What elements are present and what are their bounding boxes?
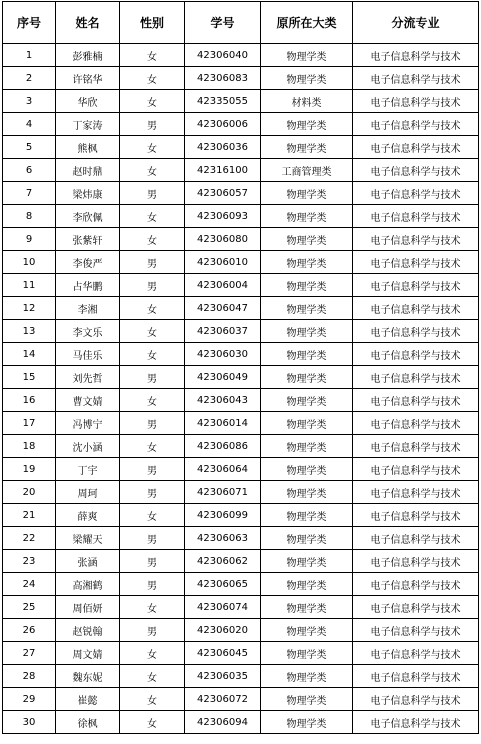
cell-gender: 女	[120, 343, 185, 366]
cell-assigned-major: 电子信息科学与技术	[353, 343, 479, 366]
cell-original-category: 物理学类	[261, 274, 353, 297]
cell-original-category: 物理学类	[261, 458, 353, 481]
cell-name: 李欣佩	[56, 205, 120, 228]
cell-gender: 男	[120, 274, 185, 297]
cell-student-id: 42306047	[185, 297, 261, 320]
cell-gender: 男	[120, 182, 185, 205]
cell-name: 赵时鼎	[56, 159, 120, 182]
cell-original-category: 物理学类	[261, 688, 353, 711]
table-row	[3, 504, 479, 527]
cell-assigned-major: 电子信息科学与技术	[353, 228, 479, 251]
cell-original-category: 物理学类	[261, 573, 353, 596]
cell-assigned-major: 电子信息科学与技术	[353, 665, 479, 688]
cell-original-category: 物理学类	[261, 251, 353, 274]
cell-index: 13	[3, 320, 56, 343]
cell-index: 24	[3, 573, 56, 596]
cell-name: 丁家涛	[56, 113, 120, 136]
header-row	[3, 2, 479, 44]
cell-student-id: 42306065	[185, 573, 261, 596]
cell-original-category: 物理学类	[261, 642, 353, 665]
cell-assigned-major: 电子信息科学与技术	[353, 688, 479, 711]
cell-name: 彭雅楠	[56, 44, 120, 67]
cell-assigned-major: 电子信息科学与技术	[353, 412, 479, 435]
table-row	[3, 550, 479, 573]
cell-assigned-major: 电子信息科学与技术	[353, 44, 479, 67]
cell-assigned-major: 电子信息科学与技术	[353, 573, 479, 596]
cell-assigned-major: 电子信息科学与技术	[353, 389, 479, 412]
cell-index: 8	[3, 205, 56, 228]
table-row	[3, 619, 479, 642]
cell-name: 曹文婧	[56, 389, 120, 412]
cell-original-category: 物理学类	[261, 481, 353, 504]
cell-assigned-major: 电子信息科学与技术	[353, 90, 479, 113]
cell-index: 6	[3, 159, 56, 182]
cell-index: 21	[3, 504, 56, 527]
cell-original-category: 物理学类	[261, 665, 353, 688]
cell-student-id: 42306004	[185, 274, 261, 297]
cell-index: 5	[3, 136, 56, 159]
cell-original-category: 物理学类	[261, 527, 353, 550]
cell-original-category: 物理学类	[261, 182, 353, 205]
cell-student-id: 42306014	[185, 412, 261, 435]
table-row	[3, 205, 479, 228]
cell-index: 17	[3, 412, 56, 435]
cell-name: 徐枫	[56, 711, 120, 734]
cell-student-id: 42306074	[185, 596, 261, 619]
cell-student-id: 42306030	[185, 343, 261, 366]
cell-original-category: 物理学类	[261, 44, 353, 67]
cell-name: 华欣	[56, 90, 120, 113]
cell-gender: 男	[120, 619, 185, 642]
cell-index: 30	[3, 711, 56, 734]
cell-name: 马佳乐	[56, 343, 120, 366]
header-name: 姓名	[56, 2, 120, 44]
cell-assigned-major: 电子信息科学与技术	[353, 67, 479, 90]
cell-gender: 男	[120, 573, 185, 596]
table-row	[3, 481, 479, 504]
table-row	[3, 527, 479, 550]
cell-assigned-major: 电子信息科学与技术	[353, 642, 479, 665]
cell-index: 10	[3, 251, 56, 274]
table-row	[3, 320, 479, 343]
header-gender: 性别	[120, 2, 185, 44]
cell-gender: 女	[120, 205, 185, 228]
cell-student-id: 42306049	[185, 366, 261, 389]
cell-index: 9	[3, 228, 56, 251]
cell-gender: 男	[120, 412, 185, 435]
cell-assigned-major: 电子信息科学与技术	[353, 366, 479, 389]
cell-gender: 女	[120, 297, 185, 320]
table-row	[3, 435, 479, 458]
cell-assigned-major: 电子信息科学与技术	[353, 113, 479, 136]
cell-gender: 男	[120, 527, 185, 550]
cell-student-id: 42306071	[185, 481, 261, 504]
cell-original-category: 物理学类	[261, 366, 353, 389]
cell-gender: 女	[120, 44, 185, 67]
table-row	[3, 182, 479, 205]
cell-name: 李俊严	[56, 251, 120, 274]
cell-index: 29	[3, 688, 56, 711]
cell-gender: 女	[120, 159, 185, 182]
cell-index: 4	[3, 113, 56, 136]
table-row	[3, 573, 479, 596]
table-row	[3, 711, 479, 734]
cell-assigned-major: 电子信息科学与技术	[353, 251, 479, 274]
table-row	[3, 251, 479, 274]
cell-gender: 女	[120, 320, 185, 343]
cell-student-id: 42306083	[185, 67, 261, 90]
cell-assigned-major: 电子信息科学与技术	[353, 182, 479, 205]
table-row	[3, 458, 479, 481]
cell-gender: 男	[120, 113, 185, 136]
table-row	[3, 343, 479, 366]
cell-name: 熊枫	[56, 136, 120, 159]
cell-name: 李湘	[56, 297, 120, 320]
cell-student-id: 42306099	[185, 504, 261, 527]
table-row	[3, 642, 479, 665]
cell-index: 27	[3, 642, 56, 665]
cell-student-id: 42306010	[185, 251, 261, 274]
table-body	[3, 44, 479, 734]
table-row	[3, 67, 479, 90]
cell-student-id: 42306006	[185, 113, 261, 136]
cell-original-category: 物理学类	[261, 228, 353, 251]
cell-original-category: 物理学类	[261, 412, 353, 435]
cell-assigned-major: 电子信息科学与技术	[353, 550, 479, 573]
header-original-category: 原所在大类	[261, 2, 353, 44]
cell-original-category: 物理学类	[261, 67, 353, 90]
table-row	[3, 159, 479, 182]
cell-index: 15	[3, 366, 56, 389]
table-row	[3, 366, 479, 389]
table-row	[3, 389, 479, 412]
cell-name: 丁宇	[56, 458, 120, 481]
cell-student-id: 42306057	[185, 182, 261, 205]
roster-sheet	[2, 1, 479, 734]
cell-name: 李文乐	[56, 320, 120, 343]
cell-student-id: 42306080	[185, 228, 261, 251]
cell-gender: 女	[120, 504, 185, 527]
cell-index: 2	[3, 67, 56, 90]
cell-original-category: 物理学类	[261, 113, 353, 136]
cell-name: 刘先哲	[56, 366, 120, 389]
cell-assigned-major: 电子信息科学与技术	[353, 527, 479, 550]
cell-index: 20	[3, 481, 56, 504]
header-assigned-major: 分流专业	[353, 2, 479, 44]
cell-original-category: 物理学类	[261, 596, 353, 619]
cell-original-category: 物理学类	[261, 343, 353, 366]
cell-gender: 男	[120, 251, 185, 274]
cell-name: 周珂	[56, 481, 120, 504]
cell-assigned-major: 电子信息科学与技术	[353, 205, 479, 228]
cell-index: 11	[3, 274, 56, 297]
cell-original-category: 物理学类	[261, 389, 353, 412]
cell-name: 周文婧	[56, 642, 120, 665]
cell-assigned-major: 电子信息科学与技术	[353, 136, 479, 159]
cell-gender: 女	[120, 596, 185, 619]
cell-name: 赵锐翰	[56, 619, 120, 642]
cell-index: 12	[3, 297, 56, 320]
cell-name: 高湘鹤	[56, 573, 120, 596]
table-row	[3, 665, 479, 688]
cell-gender: 男	[120, 481, 185, 504]
cell-gender: 女	[120, 665, 185, 688]
cell-name: 沈小涵	[56, 435, 120, 458]
cell-student-id: 42316100	[185, 159, 261, 182]
table-row	[3, 297, 479, 320]
cell-assigned-major: 电子信息科学与技术	[353, 481, 479, 504]
cell-gender: 男	[120, 458, 185, 481]
cell-gender: 女	[120, 642, 185, 665]
cell-gender: 男	[120, 366, 185, 389]
cell-gender: 女	[120, 67, 185, 90]
cell-index: 23	[3, 550, 56, 573]
table-row	[3, 44, 479, 67]
table-header	[3, 2, 479, 44]
cell-index: 18	[3, 435, 56, 458]
cell-student-id: 42306035	[185, 665, 261, 688]
cell-gender: 男	[120, 550, 185, 573]
header-index: 序号	[3, 2, 56, 44]
table-row	[3, 113, 479, 136]
cell-assigned-major: 电子信息科学与技术	[353, 619, 479, 642]
cell-assigned-major: 电子信息科学与技术	[353, 159, 479, 182]
cell-name: 周佰妍	[56, 596, 120, 619]
cell-index: 3	[3, 90, 56, 113]
cell-index: 7	[3, 182, 56, 205]
cell-name: 崔懿	[56, 688, 120, 711]
cell-original-category: 物理学类	[261, 504, 353, 527]
cell-student-id: 42306072	[185, 688, 261, 711]
cell-student-id: 42306064	[185, 458, 261, 481]
table-row	[3, 688, 479, 711]
cell-name: 张涵	[56, 550, 120, 573]
cell-student-id: 42335055	[185, 90, 261, 113]
cell-assigned-major: 电子信息科学与技术	[353, 435, 479, 458]
cell-gender: 女	[120, 228, 185, 251]
cell-original-category: 材料类	[261, 90, 353, 113]
cell-gender: 女	[120, 711, 185, 734]
cell-gender: 女	[120, 688, 185, 711]
cell-student-id: 42306020	[185, 619, 261, 642]
cell-index: 25	[3, 596, 56, 619]
cell-assigned-major: 电子信息科学与技术	[353, 297, 479, 320]
cell-name: 魏东妮	[56, 665, 120, 688]
table-row	[3, 136, 479, 159]
student-roster-table	[2, 1, 479, 734]
cell-assigned-major: 电子信息科学与技术	[353, 320, 479, 343]
cell-student-id: 42306036	[185, 136, 261, 159]
cell-index: 22	[3, 527, 56, 550]
cell-original-category: 物理学类	[261, 136, 353, 159]
cell-assigned-major: 电子信息科学与技术	[353, 274, 479, 297]
cell-index: 28	[3, 665, 56, 688]
cell-index: 19	[3, 458, 56, 481]
cell-gender: 女	[120, 136, 185, 159]
cell-name: 占华鹏	[56, 274, 120, 297]
cell-original-category: 物理学类	[261, 205, 353, 228]
cell-original-category: 物理学类	[261, 320, 353, 343]
cell-index: 14	[3, 343, 56, 366]
cell-original-category: 物理学类	[261, 619, 353, 642]
cell-student-id: 42306093	[185, 205, 261, 228]
cell-original-category: 物理学类	[261, 711, 353, 734]
cell-name: 冯博宁	[56, 412, 120, 435]
header-student-id: 学号	[185, 2, 261, 44]
cell-original-category: 物理学类	[261, 435, 353, 458]
table-row	[3, 412, 479, 435]
table-row	[3, 596, 479, 619]
cell-assigned-major: 电子信息科学与技术	[353, 596, 479, 619]
cell-student-id: 42306037	[185, 320, 261, 343]
cell-index: 16	[3, 389, 56, 412]
table-row	[3, 90, 479, 113]
cell-assigned-major: 电子信息科学与技术	[353, 458, 479, 481]
cell-original-category: 物理学类	[261, 297, 353, 320]
cell-name: 梁炜康	[56, 182, 120, 205]
cell-assigned-major: 电子信息科学与技术	[353, 711, 479, 734]
cell-student-id: 42306063	[185, 527, 261, 550]
cell-name: 梁耀天	[56, 527, 120, 550]
cell-student-id: 42306094	[185, 711, 261, 734]
table-row	[3, 274, 479, 297]
cell-student-id: 42306086	[185, 435, 261, 458]
table-row	[3, 228, 479, 251]
cell-student-id: 42306043	[185, 389, 261, 412]
cell-student-id: 42306040	[185, 44, 261, 67]
cell-gender: 女	[120, 90, 185, 113]
cell-student-id: 42306062	[185, 550, 261, 573]
cell-gender: 女	[120, 435, 185, 458]
cell-index: 26	[3, 619, 56, 642]
cell-name: 张紫轩	[56, 228, 120, 251]
cell-name: 薛爽	[56, 504, 120, 527]
cell-original-category: 物理学类	[261, 550, 353, 573]
cell-gender: 女	[120, 389, 185, 412]
cell-original-category: 工商管理类	[261, 159, 353, 182]
cell-name: 许铭华	[56, 67, 120, 90]
cell-assigned-major: 电子信息科学与技术	[353, 504, 479, 527]
cell-index: 1	[3, 44, 56, 67]
cell-student-id: 42306045	[185, 642, 261, 665]
